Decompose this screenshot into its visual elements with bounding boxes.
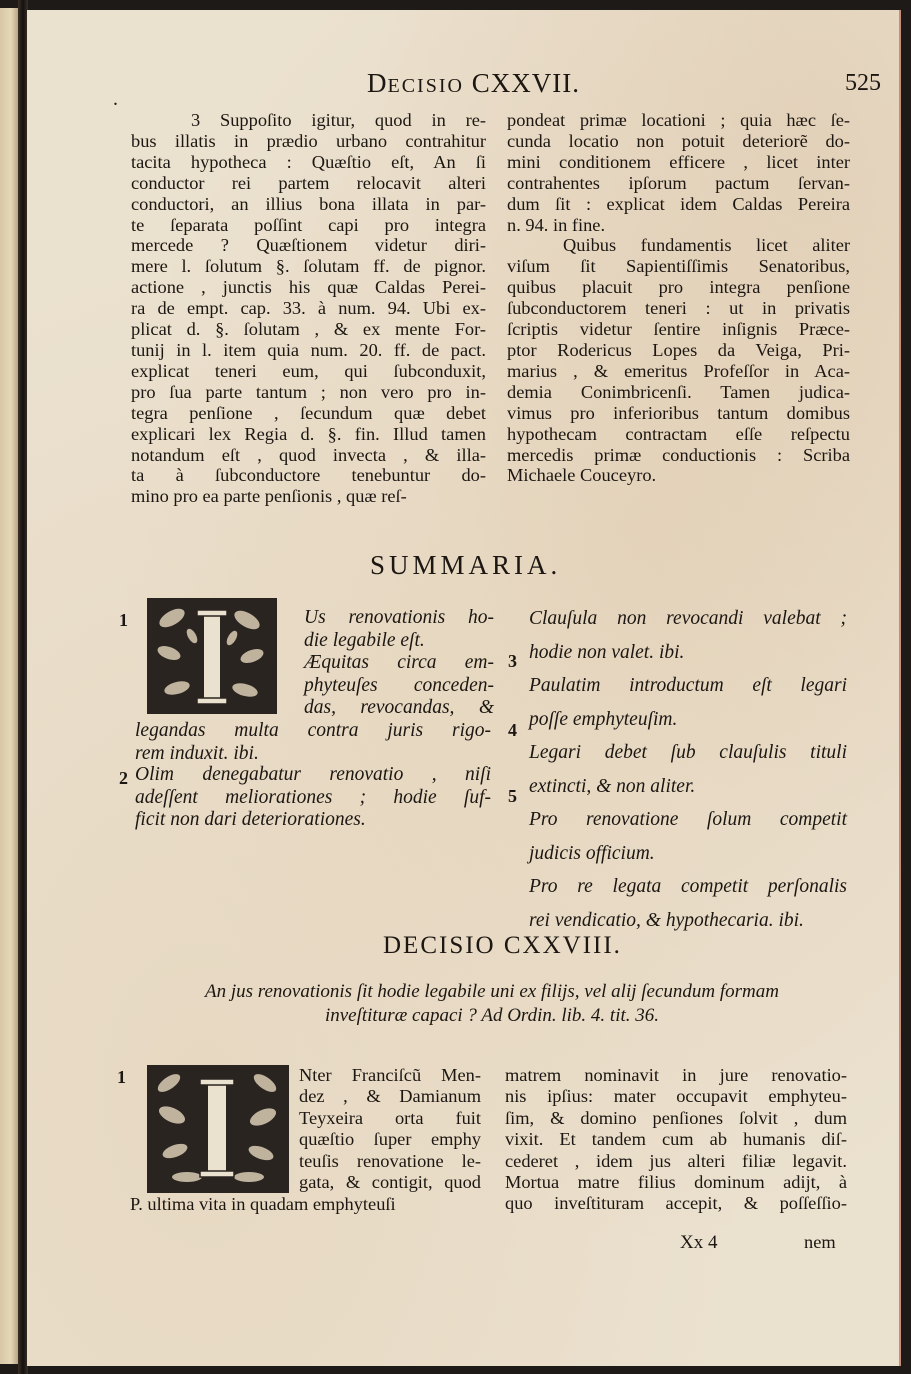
summaria-line: das, revocandas, &	[304, 697, 494, 719]
text-line: tacita hypotheca : Quæſtio eſt, An ſi	[131, 151, 486, 172]
text-line: mini conditionem efficere , licet inter	[507, 151, 850, 172]
text-line: notandum eſt , quod invecta , & illa-	[131, 444, 486, 465]
summaria-item-number: 2	[119, 768, 128, 788]
text-line: n. 94. in fine.	[507, 214, 606, 235]
decision-127-left-column	[131, 110, 486, 507]
text-line: ptor Rodericus Lopes da Veiga, Pri-	[507, 339, 850, 360]
text-line: matrem nominavit in jure renovatio-	[505, 1065, 847, 1085]
text-line: hypothecam contractam eſſe reſpectu	[507, 423, 850, 444]
summaria-heading: SUMMARIA.	[370, 550, 562, 580]
text-line: Mortua matre filius dominum adijt, à	[505, 1172, 847, 1193]
summaria-line: poſſe emphyteuſim.	[529, 708, 678, 730]
text-line: explicari lex Regia d. §. fin. Illud tamen	[131, 423, 486, 444]
summaria-item-number: 5	[508, 786, 517, 806]
decision-128-left-last-line: P. ultima vita in quadam emphyteuſi	[130, 1194, 396, 1214]
summaria-line: Pro renovatione ſolum competit	[529, 809, 847, 830]
text-line: vimus pro inferioribus tantum domibus	[507, 402, 850, 423]
text-line: mercedis primæ conductionis : Scriba	[507, 444, 850, 465]
text-line: conductor rei partem relocavit alteri	[131, 172, 486, 193]
text-line: vixit. Et tandem cum ab humanis diſ-	[505, 1129, 847, 1150]
question-line: An jus renovationis ſit hodie legabile uni ex filijs, vel alij ſecundum formam	[205, 981, 779, 1002]
text-line: pro ſua parte tantum ; non vero pro in-	[131, 381, 486, 402]
text-line: gata, & contigit, quod	[299, 1172, 481, 1193]
summaria-item-number: 4	[508, 720, 517, 740]
question-line: inveſtituræ capaci ? Ad Ordin. lib. 4. tit. 36.	[324, 1005, 660, 1026]
summaria-line: rei vendicatio, & hypothecaria. ibi.	[529, 909, 804, 931]
summaria-line: adeſſent meliorationes ; hodie ſuf-	[135, 786, 491, 808]
text-line: quibus placuit pro integra penſione	[507, 277, 850, 298]
summaria-drop-cap-ornament	[147, 598, 277, 714]
running-title	[367, 68, 580, 99]
text-line: tunij in l. item quia num. 20. ff. de pact.	[131, 339, 486, 360]
text-line: dez , & Damianum	[299, 1086, 481, 1107]
text-line: ſcriptis videtur ſentire inſignis Præce-	[507, 319, 850, 340]
text-line: mino pro ea parte penſionis , quæ reſ-	[131, 486, 407, 507]
text-line: Quibus fundamentis licet aliter	[563, 235, 850, 256]
summaria-line: hodie non valet. ibi.	[529, 641, 685, 663]
summaria-line: Clauſula non revocandi valebat ;	[529, 608, 847, 629]
decision-128-left-column	[299, 1065, 481, 1193]
summaria-line: rem induxit. ibi.	[135, 742, 259, 764]
text-line: ra de empt. cap. 33. à num. 94. Ubi ex-	[131, 298, 486, 319]
decision-127-right-column	[507, 110, 850, 486]
text-line: ſubconductorem teneri : ut in privatis	[507, 298, 850, 319]
summaria-item-number: 1	[119, 610, 128, 630]
previous-page-edge	[0, 8, 18, 1364]
running-title-smallcaps: ECISIO	[387, 75, 464, 97]
text-line: contrahentes ipſorum pactum ſervan-	[507, 172, 850, 193]
decision-128-question	[137, 980, 847, 1028]
signature-mark: Xx 4	[680, 1232, 718, 1253]
text-line: ſim, & domino penſiones ſolvit , dum	[505, 1107, 847, 1128]
book-page	[27, 10, 901, 1366]
text-line: pondeat primæ locationi ; quia hæc ſe-	[507, 110, 850, 130]
text-line: teuſis renovatione le-	[299, 1150, 481, 1171]
decision-128-heading: DECISIO CXXVIII.	[383, 932, 622, 959]
summaria-line: judicis officium.	[529, 842, 655, 864]
text-line: quæſtio ſuper emphy	[299, 1129, 481, 1150]
foliage-ornament-icon	[147, 598, 277, 714]
text-line: Michaele Couceyro.	[507, 465, 657, 486]
text-line: ta à ſubconductore tenebuntur do-	[131, 465, 486, 486]
paragraph-number: 1	[117, 1067, 126, 1087]
text-line: bus illatis in prædio urbano contrahitur	[131, 130, 486, 151]
summaria-line: die legabile eſt.	[304, 629, 425, 651]
summaria-line: Legari debet ſub clauſulis tituli	[529, 742, 847, 763]
page-number: 525	[845, 70, 881, 96]
text-line: actione , junctis his quæ Caldas Perei-	[131, 277, 486, 298]
summaria-line: Olim denegabatur renovatio , niſi	[135, 764, 491, 785]
text-line: viſum ſit Sapientiſſimis Senatoribus,	[507, 256, 850, 277]
text-line: explicat teneri eum, qui ſubconduxit,	[131, 360, 486, 381]
summaria-line: legandas multa contra juris rigo-	[135, 720, 491, 741]
text-line: te ſeparata poſſint capi pro integra	[131, 214, 486, 235]
text-line: conductori, an illius bona illata in par-	[131, 193, 486, 214]
summaria-line: Æquitas circa em-	[304, 652, 494, 674]
text-line: Nter Franciſcũ Men-	[299, 1065, 481, 1085]
text-line: quo inveſtituram accepit, & poſſeſſio-	[505, 1193, 847, 1214]
summaria-line: phyteuſes conceden-	[304, 674, 494, 696]
summaria-line: extincti, & non aliter.	[529, 775, 696, 797]
text-line: cunda locatio non potuit deteriorẽ do-	[507, 130, 850, 151]
decision-128-drop-cap-ornament	[147, 1065, 289, 1193]
running-title-initial: D	[367, 68, 388, 98]
margin-dot: .	[113, 88, 118, 110]
catchword: nem	[804, 1232, 836, 1252]
summaria-line: Us renovationis ho-	[304, 607, 494, 628]
running-title-number: CXXVII.	[471, 68, 580, 98]
summaria-line: Paulatim introductum eſt legari	[529, 675, 847, 696]
summaria-line: Pro re legata competit perſonalis	[529, 876, 847, 897]
text-line: tegra penſione , ſecundum quæ debet	[131, 402, 486, 423]
text-line: Teyxeira orta fuit	[299, 1107, 481, 1128]
text-line: mercede ? Quæſtionem videtur diri-	[131, 235, 486, 256]
text-line: demia Conimbricenſi. Tamen judica-	[507, 381, 850, 402]
decision-128-right-column	[505, 1065, 847, 1215]
text-line: 3 Suppoſito igitur, quod in re-	[191, 110, 486, 130]
summaria-left-item-2	[135, 764, 491, 832]
summaria-right-column	[529, 602, 847, 937]
text-line: marius , & emeritus Profeſſor in Aca-	[507, 360, 850, 381]
text-line: cederet , idem jus alteri filiæ legavit.	[505, 1150, 847, 1171]
summaria-line: ficit non dari deteriorationes.	[135, 809, 366, 831]
text-line: nis ipſius: mater occupavit emphyteu-	[505, 1086, 847, 1107]
summaria-item-number: 3	[508, 651, 517, 671]
text-line: mere l. ſolutum §. ſolutam ff. de pignor.	[131, 256, 486, 277]
text-line: plicat d. §. ſolutam , & ex mente For-	[131, 319, 486, 340]
text-line: dum ſit : explicat idem Caldas Pereira	[507, 193, 850, 214]
foliage-ornament-icon	[147, 1065, 289, 1193]
